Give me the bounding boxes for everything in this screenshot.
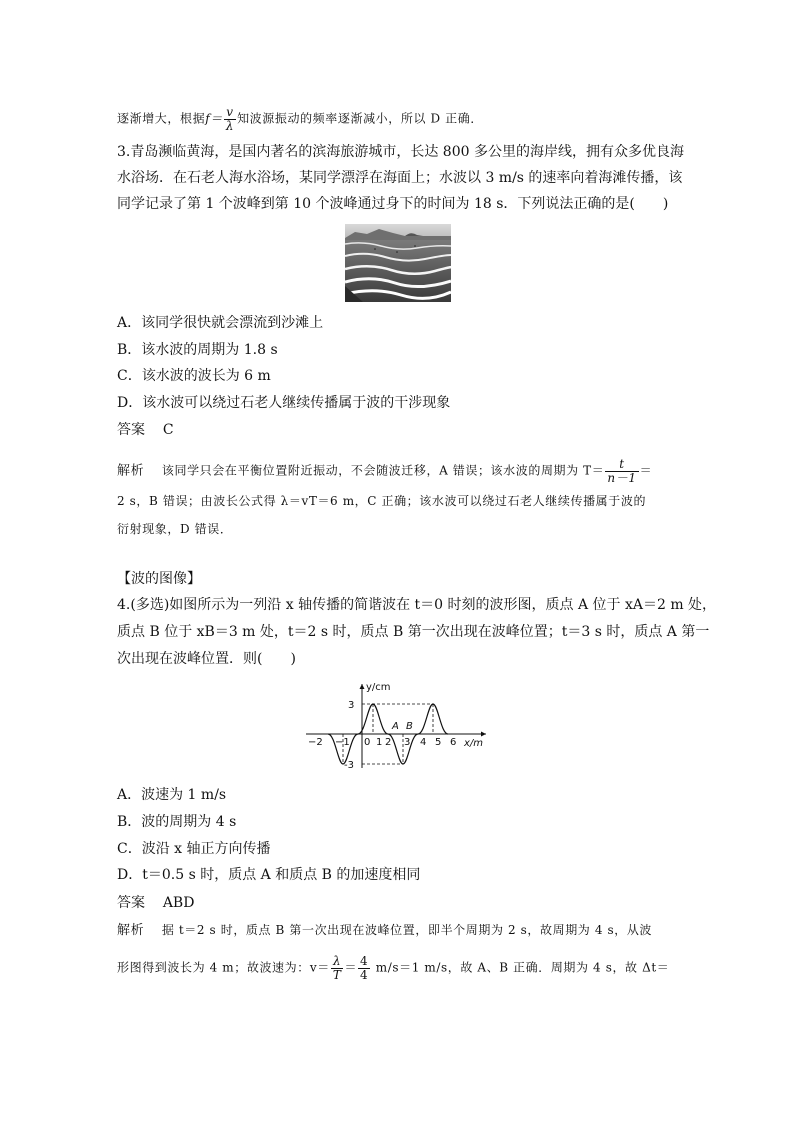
q4-stem-line-1: 4.(多选)如图所示为一列沿 x 轴传播的简谐波在 t＝0 时刻的波形图，质点 A 位于 xA＝2 m 处，	[117, 597, 717, 613]
x-tick-neg2: −2	[308, 737, 323, 748]
x-axis-label: x/m	[464, 738, 484, 749]
equals-sign: ＝	[344, 960, 358, 975]
q4-option-b: B．波的周期为 4 s	[117, 814, 237, 830]
fraction-numerator: 4	[360, 954, 369, 968]
beach-photo	[345, 224, 451, 302]
y-tick-neg3: -3	[344, 760, 354, 770]
point-b-label: B	[406, 721, 413, 732]
fraction-v-over-lambda	[224, 106, 236, 132]
fraction-denominator: λ	[225, 118, 235, 133]
x-axis-arrow-icon	[481, 732, 486, 737]
q3-analysis-line-2: 2 s，B 错误；由波长公式得 λ＝vT＝6 m，C 正确；该水波可以绕过石老人继续传播属于波的	[117, 494, 647, 508]
formula-f: f＝	[205, 111, 223, 126]
y-axis-arrow-icon	[360, 684, 365, 689]
answer-label: 答案	[117, 422, 145, 438]
q4-option-a: A．波速为 1 m/s	[117, 787, 227, 803]
analysis-equals: ＝	[639, 463, 653, 478]
q4-analysis-line-2	[117, 955, 669, 981]
x-tick-2: 2	[385, 737, 392, 748]
fraction-numerator: λ	[331, 955, 344, 969]
point-a-label: A	[392, 721, 399, 732]
x-tick-3: 3	[404, 737, 411, 748]
q3-option-c: C．该水波的波长为 6 m	[117, 368, 271, 384]
q3-stem-line-2: 水浴场．在石老人海水浴场，某同学漂浮在海面上；水波以 3 m/s 的速率向着海滩传播，该	[117, 170, 683, 186]
analysis-text: 该同学只会在平衡位置附近振动，不会随波迁移，A 错误；该水波的周期为 T＝	[161, 463, 605, 478]
fraction-denominator: n－1	[607, 470, 637, 485]
y-tick-3: 3	[348, 700, 355, 711]
q3-answer-line	[117, 423, 174, 437]
answer-label: 答案	[117, 895, 145, 911]
x-tick-5: 5	[435, 737, 442, 748]
analysis-text: 据 t＝2 s 时，质点 B 第一次出现在波峰位置，即半个周期为 2 s，故周期为 4 s，从波	[161, 923, 653, 937]
x-tick-neg1: −1	[335, 737, 350, 748]
fraction-numerator: t	[605, 458, 638, 472]
fraction-t-over-n-minus-1	[605, 458, 638, 484]
answer-value: ABD	[162, 895, 195, 911]
x-tick-4: 4	[420, 737, 427, 748]
fraction-4-over-4	[358, 955, 370, 981]
x-tick-0: 0	[364, 737, 371, 748]
q3-option-b: B．该水波的周期为 1.8 s	[117, 342, 278, 358]
continuation-text-end: 知波源振动的频率逐渐减小，所以 D 正确．	[237, 111, 483, 126]
answer-value: C	[162, 422, 174, 438]
q3-option-d: D．该水波可以绕过石老人继续传播属于波的干涉现象	[117, 395, 451, 411]
q3-analysis-line-1	[117, 458, 652, 484]
continuation-text: 逐渐增大，根据	[117, 111, 206, 126]
analysis-label: 解析	[117, 463, 145, 479]
fraction-lambda-over-t	[331, 955, 344, 981]
q4-option-c: C．波沿 x 轴正方向传播	[117, 841, 271, 857]
q4-stem-line-3: 次出现在波峰位置．则( )	[117, 651, 296, 667]
q3-analysis-line-3: 衍射现象，D 错误．	[117, 522, 233, 536]
q4-answer-line	[117, 896, 194, 910]
section-title: 【波的图像】	[117, 571, 201, 587]
analysis-label: 解析	[117, 923, 145, 938]
q3-option-a: A．该同学很快就会漂流到沙滩上	[117, 315, 324, 331]
q4-stem-line-2: 质点 B 位于 xB＝3 m 处，t＝2 s 时，质点 B 第一次出现在波峰位置；t＝3 s 时，质点 A 第一	[117, 624, 710, 640]
q3-stem-line-3: 同学记录了第 1 个波峰到第 10 个波峰通过身下的时间为 18 s．下列说法正确的是( )	[117, 196, 669, 212]
x-tick-1: 1	[376, 737, 383, 748]
x-tick-6: 6	[450, 737, 457, 748]
continuation-line	[117, 106, 483, 132]
analysis-text: 形图得到波长为 4 m；故波速为：v＝	[117, 960, 330, 975]
fraction-denominator: T	[332, 967, 342, 982]
analysis-text-end: m/s＝1 m/s，故 A、B 正确．周期为 4 s，故 Δt＝	[371, 960, 670, 975]
fraction-numerator: v	[224, 106, 236, 120]
q4-option-d: D．t＝0.5 s 时，质点 A 和质点 B 的加速度相同	[117, 867, 421, 883]
q3-stem-line-1: 3.青岛濒临黄海，是国内著名的滨海旅游城市，长达 800 多公里的海岸线，拥有众多优良海	[117, 144, 684, 160]
fraction-denominator: 4	[360, 967, 369, 982]
q4-analysis-line-1	[117, 924, 652, 937]
wave-graph	[300, 680, 490, 770]
y-axis-label: y/cm	[366, 682, 391, 693]
